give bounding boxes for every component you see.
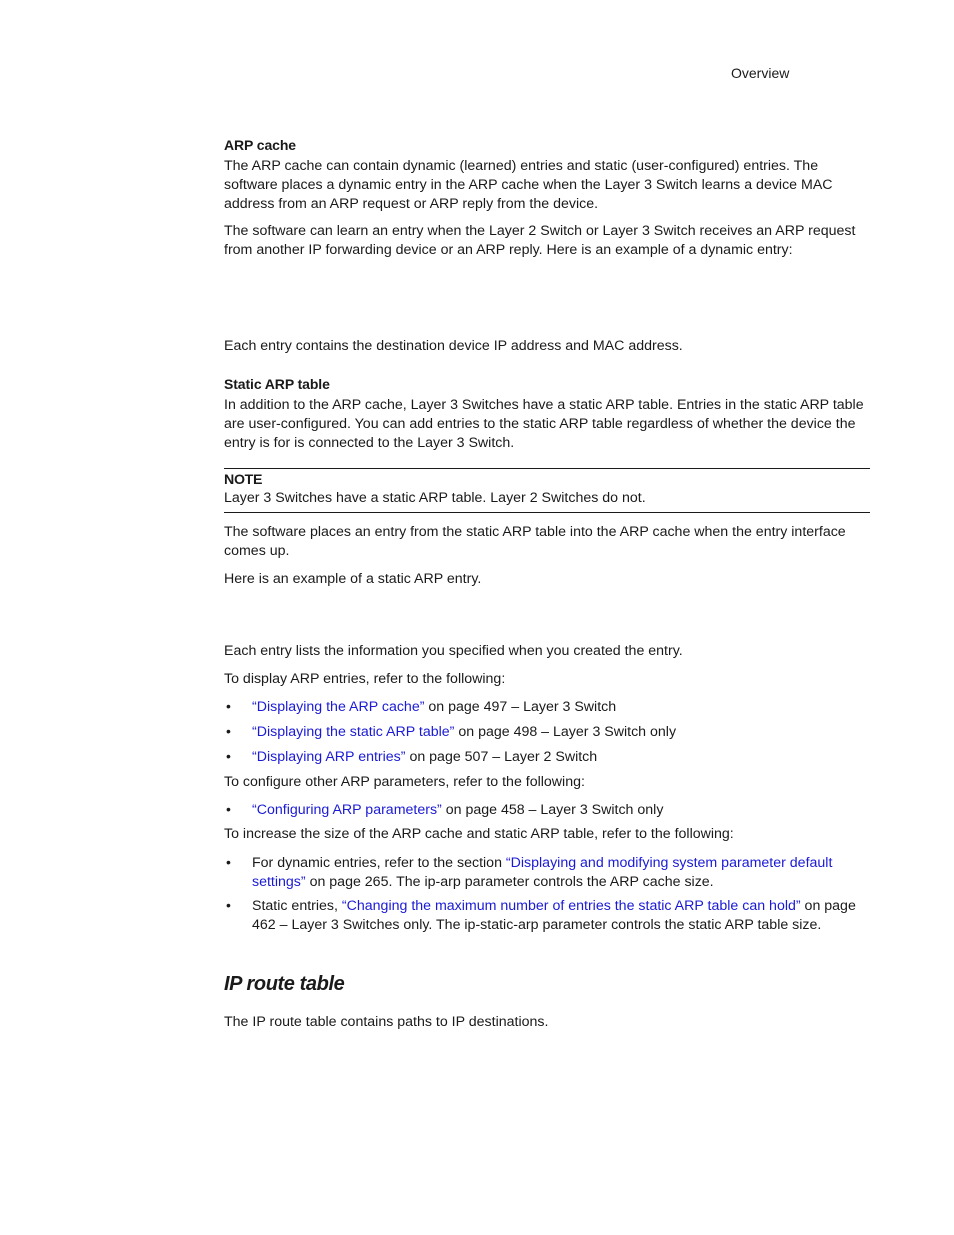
bullet-marker: •: [226, 698, 231, 714]
section-heading-static-arp-table: Static ARP table: [224, 376, 330, 392]
list-item: Static entries, “Changing the maximum number of entries the static ARP table can hold” on page 462 – Layer 3 Switches only. The ip-static-arp parameter controls the static ARP table size.: [252, 898, 856, 933]
note-top-rule: [224, 468, 870, 469]
note-bottom-rule: [224, 512, 870, 513]
list-item: “Configuring ARP parameters” on page 458 – Layer 3 Switch only: [252, 802, 664, 818]
paragraph: To increase the size of the ARP cache and static ARP table, refer to the following:: [224, 826, 734, 842]
list-item: “Displaying the static ARP table” on page 498 – Layer 3 Switch only: [252, 724, 677, 740]
note-text: Layer 3 Switches have a static ARP table. Layer 2 Switches do not.: [224, 490, 646, 506]
paragraph: In addition to the ARP cache, Layer 3 Switches have a static ARP table. Entries in the static ARP table are user-configured. You can add entries to the static ARP table regardless of whether the device the entry is for is connected to the Layer 3 Switch.: [224, 397, 864, 451]
paragraph: The software places an entry from the static ARP table into the ARP cache when the entry interface comes up.: [224, 524, 846, 559]
bullet-marker: •: [226, 854, 231, 870]
bullet-marker: •: [226, 897, 231, 913]
list-item: For dynamic entries, refer to the section “Displaying and modifying system parameter default settings” on page 265. The ip-arp parameter controls the ARP cache size.: [252, 855, 833, 890]
paragraph: The IP route table contains paths to IP destinations.: [224, 1014, 549, 1030]
list-item: “Displaying the ARP cache” on page 497 – Layer 3 Switch: [252, 699, 617, 715]
paragraph: Each entry lists the information you specified when you created the entry.: [224, 643, 683, 659]
note-label: NOTE: [224, 472, 263, 488]
cross-reference-link[interactable]: “Displaying ARP entries”: [252, 749, 406, 765]
cross-reference-link[interactable]: “Displaying the ARP cache”: [252, 699, 425, 715]
paragraph: To configure other ARP parameters, refer to the following:: [224, 774, 585, 790]
paragraph: Here is an example of a static ARP entry.: [224, 571, 482, 587]
section-heading-ip-route-table: IP route table: [224, 973, 345, 995]
paragraph: The software can learn an entry when the Layer 2 Switch or Layer 3 Switch receives an ARP request from another IP forwarding device or an ARP reply. Here is an example of a dynamic entry:: [224, 223, 856, 258]
paragraph: Each entry contains the destination device IP address and MAC address.: [224, 338, 683, 354]
paragraph: To display ARP entries, refer to the following:: [224, 671, 506, 687]
cross-reference-link[interactable]: “Changing the maximum number of entries the static ARP table can hold”: [341, 898, 801, 914]
bullet-marker: •: [226, 801, 231, 817]
cross-reference-link[interactable]: “Configuring ARP parameters”: [252, 802, 442, 818]
list-item: “Displaying ARP entries” on page 507 – Layer 2 Switch: [252, 749, 598, 765]
bullet-marker: •: [226, 748, 231, 764]
cross-reference-link[interactable]: “Displaying and modifying system parameter default settings”: [252, 855, 833, 890]
running-header: Overview: [731, 65, 790, 81]
section-heading-arp-cache: ARP cache: [224, 137, 296, 153]
cross-reference-link[interactable]: “Displaying the static ARP table”: [252, 724, 455, 740]
bullet-marker: •: [226, 723, 231, 739]
paragraph: The ARP cache can contain dynamic (learned) entries and static (user-configured) entries. The software places a dynamic entry in the ARP cache when the Layer 3 Switch learns a device MAC address from an ARP request or ARP reply from the device.: [224, 158, 833, 212]
